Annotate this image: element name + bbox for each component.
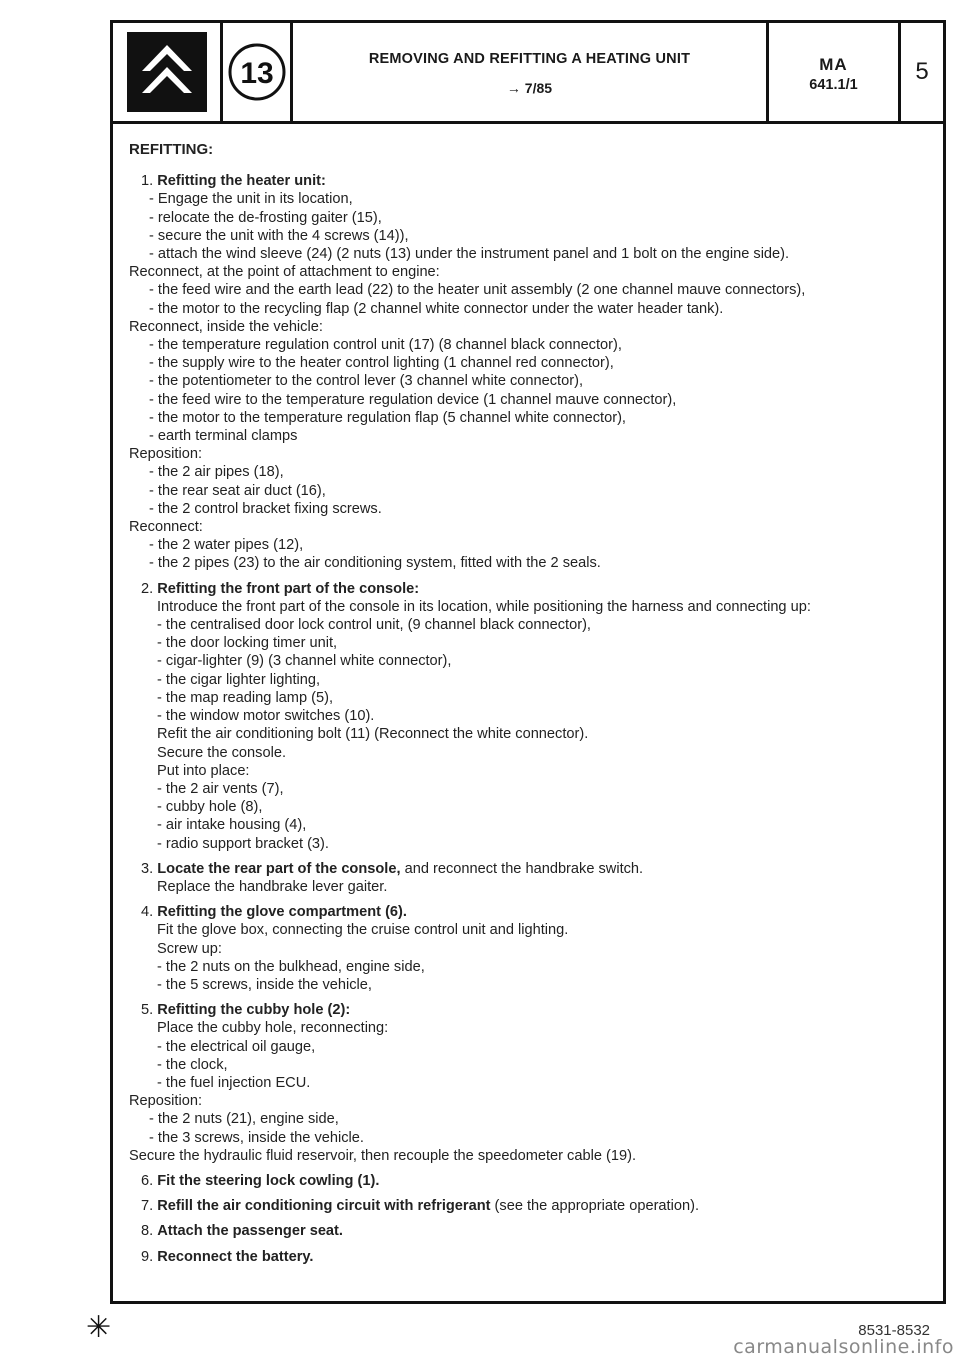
footer-code: 8531-8532 (858, 1322, 930, 1339)
instruction-line (129, 245, 933, 263)
line-text: - the 2 pipes (23) to the air conditioning system, fitted with the 2 seals. (149, 555, 601, 572)
instruction-line (129, 816, 933, 834)
step-number: 7. (141, 1198, 154, 1215)
line-text: - the supply wire to the heater control lighting (1 channel red connector), (149, 355, 614, 372)
line-text: Secure the hydraulic fluid reservoir, then recouple the speedometer cable (19). (129, 1147, 637, 1164)
document-body (129, 141, 933, 1266)
instruction-line (129, 744, 933, 762)
line-text: Replace the handbrake lever gaiter. (157, 878, 388, 895)
step-heading (129, 580, 933, 598)
instruction-line (129, 427, 933, 445)
line-text: - the 2 water pipes (12), (149, 537, 304, 554)
instruction-line (129, 1147, 933, 1165)
line-text: - the map reading lamp (5), (157, 689, 334, 706)
header-bar (113, 23, 943, 124)
step-title: Refitting the cubby hole (2): (157, 1002, 351, 1019)
section-number-badge-icon (226, 41, 288, 103)
line-text: - the 2 nuts (21), engine side, (149, 1111, 339, 1128)
step-number: 9. (141, 1248, 154, 1265)
instruction-line (129, 372, 933, 390)
line-text: (see the appropriate operation). (490, 1198, 699, 1215)
instruction-line (129, 482, 933, 500)
instruction-line (129, 762, 933, 780)
instruction-line (129, 391, 933, 409)
instruction-line (129, 354, 933, 372)
instruction-line (129, 652, 933, 670)
line-text: - the cigar lighter lighting, (157, 671, 321, 688)
instruction-line (129, 958, 933, 976)
instruction-line (129, 536, 933, 554)
line-text: - the 5 screws, inside the vehicle, (157, 976, 372, 993)
brand-logo-icon (127, 32, 207, 112)
step-title: Locate the rear part of the console, (157, 860, 401, 877)
instruction-line (129, 263, 933, 281)
instruction-line (129, 554, 933, 572)
line-text: - the window motor switches (10). (157, 708, 375, 725)
instruction-line (129, 227, 933, 245)
line-text: Introduce the front part of the console in its location, while positioning the harness and connecting up: (157, 598, 811, 615)
line-text: - relocate the de-frosting gaiter (15), (149, 209, 382, 226)
line-text: - the 2 air vents (7), (157, 780, 284, 797)
step-number: 4. (141, 904, 154, 921)
line-text: - cubby hole (8), (157, 799, 263, 816)
instruction-line (129, 976, 933, 994)
instruction-line (129, 1038, 933, 1056)
instruction-line (129, 1074, 933, 1092)
line-text: - the 2 nuts on the bulkhead, engine side, (157, 958, 425, 975)
line-text: - radio support bracket (3). (157, 835, 329, 852)
step-heading (129, 1001, 933, 1019)
instruction-line (129, 318, 933, 336)
line-text: Screw up: (157, 940, 222, 957)
instruction-line (129, 798, 933, 816)
reference-number: 641.1/1 (809, 77, 858, 93)
line-text: - the door locking timer unit, (157, 635, 338, 652)
instruction-line (129, 463, 933, 481)
instruction-line (129, 707, 933, 725)
instruction-line (129, 1092, 933, 1110)
instruction-line (129, 409, 933, 427)
step-number: 2. (141, 580, 154, 597)
step-title: Reconnect the battery. (157, 1248, 314, 1265)
instruction-line (129, 445, 933, 463)
instruction-line (129, 616, 933, 634)
line-text: - the electrical oil gauge, (157, 1038, 316, 1055)
instruction-line (129, 1019, 933, 1037)
step-title: Refill the air conditioning circuit with refrigerant (157, 1198, 491, 1215)
instruction-line (129, 336, 933, 354)
instruction-line (129, 300, 933, 318)
watermark: carmanualsonline.info (733, 1336, 954, 1358)
line-text: - the clock, (157, 1056, 228, 1073)
step-number: 1. (141, 173, 154, 190)
step-heading (129, 172, 933, 190)
instruction-line (129, 921, 933, 939)
page-number: 5 (915, 58, 929, 85)
step-number: 6. (141, 1172, 154, 1189)
line-text: - the fuel injection ECU. (157, 1074, 311, 1091)
reference-cell (769, 23, 901, 121)
line-text: - cigar-lighter (9) (3 channel white connector), (157, 653, 452, 670)
instruction-line (129, 1110, 933, 1128)
step-title: Refitting the heater unit: (157, 173, 326, 190)
line-text: - the 3 screws, inside the vehicle. (149, 1129, 364, 1146)
line-text: Reconnect: (129, 519, 203, 536)
step-number: 3. (141, 860, 154, 877)
step-number: 8. (141, 1223, 154, 1240)
page-title: REMOVING AND REFITTING A HEATING UNIT (368, 51, 691, 67)
line-text: Secure the console. (157, 744, 286, 761)
step-heading (129, 903, 933, 921)
line-text: - the temperature regulation control unit (17) (8 channel black connector), (149, 337, 622, 354)
line-text: - secure the unit with the 4 screws (14)), (149, 227, 409, 244)
instruction-line (129, 190, 933, 208)
title-cell (293, 23, 769, 121)
step-heading (129, 1172, 933, 1190)
line-text: Place the cubby hole, reconnecting: (157, 1020, 389, 1037)
line-text: Reposition: (129, 1093, 203, 1110)
instruction-line (129, 518, 933, 536)
instruction-list (129, 172, 933, 1266)
line-text: - the 2 control bracket fixing screws. (149, 500, 382, 517)
line-text: - the potentiometer to the control lever (3 channel white connector), (149, 373, 583, 390)
line-text: - the motor to the temperature regulation flap (5 channel white connector), (149, 409, 626, 426)
step-heading (129, 860, 933, 878)
section-number-cell (223, 23, 293, 121)
line-text: - the centralised door lock control unit, (9 channel black connector), (157, 617, 591, 634)
reference-code: MA (819, 55, 848, 74)
instruction-line (129, 835, 933, 853)
line-text: - the 2 air pipes (18), (149, 464, 284, 481)
step-title: Refitting the front part of the console: (157, 580, 420, 597)
instruction-line (129, 209, 933, 227)
instruction-line (129, 725, 933, 743)
line-text: Put into place: (157, 762, 250, 779)
line-text: - the motor to the recycling flap (2 channel white connector under the water header tank). (149, 300, 724, 317)
line-text: Reposition: (129, 446, 203, 463)
instruction-line (129, 689, 933, 707)
line-text: - the feed wire and the earth lead (22) to the heater unit assembly (2 one channel mauve connectors), (149, 282, 806, 299)
step-number: 5. (141, 1002, 154, 1019)
line-text: and reconnect the handbrake switch. (400, 860, 644, 877)
instruction-line (129, 598, 933, 616)
section-heading: REFITTING: (129, 141, 214, 158)
instruction-line (129, 671, 933, 689)
instruction-line (129, 1056, 933, 1074)
instruction-line (129, 878, 933, 896)
asterisk-mark-icon: ✳ (86, 1311, 112, 1344)
instruction-line (129, 281, 933, 299)
instruction-line (129, 634, 933, 652)
line-text: - the rear seat air duct (16), (149, 482, 326, 499)
instruction-line (129, 500, 933, 518)
instruction-line (129, 1129, 933, 1147)
line-text: Fit the glove box, connecting the cruise control unit and lighting. (157, 922, 569, 939)
line-text: - earth terminal clamps (149, 428, 298, 445)
line-text: - attach the wind sleeve (24) (2 nuts (13) under the instrument panel and 1 bolt on the engine side). (149, 246, 790, 263)
line-text: Reconnect, at the point of attachment to engine: (129, 264, 440, 281)
line-text: Reconnect, inside the vehicle: (129, 318, 323, 335)
page-subtitle: → 7/85 (506, 80, 553, 96)
step-heading (129, 1197, 933, 1215)
line-text: Refit the air conditioning bolt (11) (Reconnect the white connector). (157, 726, 589, 743)
step-heading (129, 1222, 933, 1240)
section-number: 13 (239, 57, 274, 90)
step-title: Attach the passenger seat. (157, 1223, 343, 1240)
line-text: - Engage the unit in its location, (149, 191, 353, 208)
page-frame (110, 20, 946, 1304)
instruction-line (129, 940, 933, 958)
line-text: - air intake housing (4), (157, 817, 307, 834)
instruction-line (129, 780, 933, 798)
line-text: - the feed wire to the temperature regulation device (1 channel mauve connector), (149, 391, 677, 408)
step-heading (129, 1248, 933, 1266)
logo-cell (113, 23, 223, 121)
step-title: Fit the steering lock cowling (1). (157, 1172, 380, 1189)
step-title: Refitting the glove compartment (6). (157, 904, 407, 921)
